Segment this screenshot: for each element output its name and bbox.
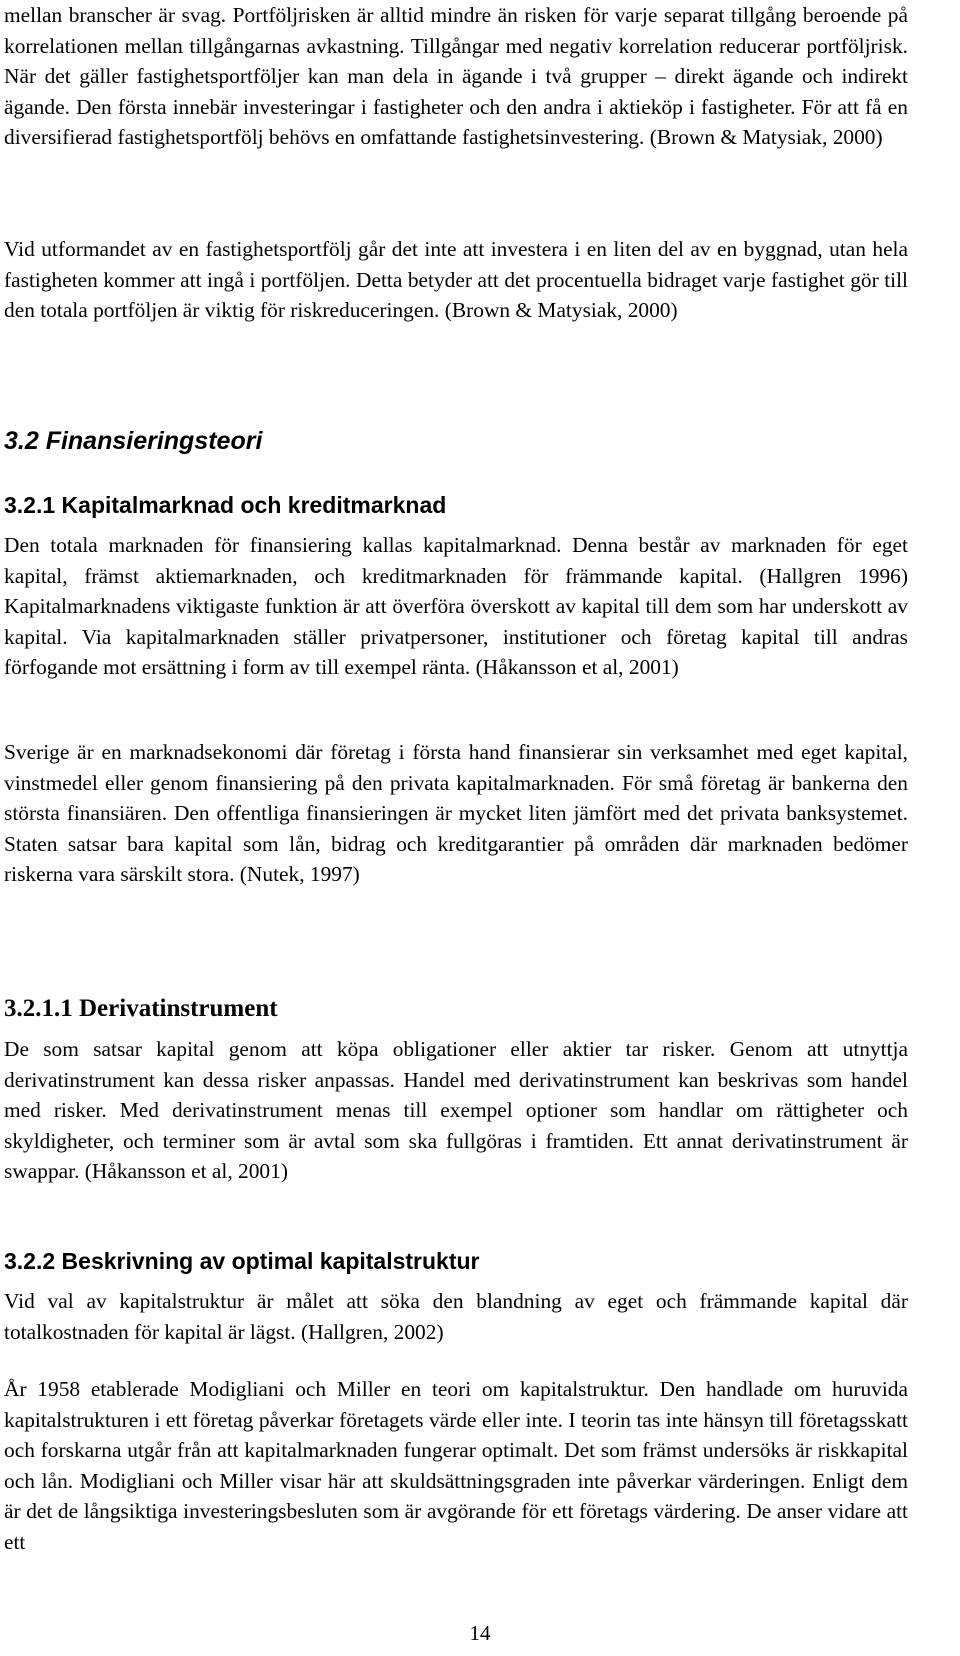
section-heading-finansieringsteori: 3.2 Finansieringsteori (4, 427, 263, 455)
paragraph-derivatives: De som satsar kapital genom att köpa obligationer eller aktier tar risker. Genom att utnyttja derivatinstrument kan dessa risker anpassas. Handel med derivatinstrument kan beskrivas som handel med risker. Med derivatinstrument menas till exempel optioner som handlar om rättigheter och skyldigheter, och terminer som är avtal som ska fullgöras i framtiden. Ett annat derivatinstrument är swappar. (Håkansson et al, 2001) (4, 1037, 908, 1184)
paragraph-capital-market: Den totala marknaden för finansiering kallas kapitalmarknad. Denna består av marknaden för eget kapital, främst aktiemarknaden, och kreditmarknaden för främmande kapital. (Hallgren 1996) Kapitalmarknadens viktigaste funktion är att överföra överskott av kapital till dem som har underskott av kapital. Via kapitalmarknaden ställer privatpersoner, institutioner och företag kapital till andras förfogande mot ersättning i form av till exempel ränta. (Håkansson et al, 2001) (4, 533, 908, 680)
paragraph-modigliani-miller: År 1958 etablerade Modigliani och Miller en teori om kapitalstruktur. Den handlade om huruvida kapitalstrukturen i ett företag påverkar företagets värde eller inte. I teorin tas inte hänsyn till företagsskatt och forskarna utgår från att kapitalmarknaden fungerar optimalt. Det som främst undersöks är riskkapital och lån. Modigliani och Miller visar här att skuldsättningsgraden inte påverkar värderingen. Enligt dem är det de långsiktiga investeringsbesluten som är avgörande för ett företags värdering. De anser vidare att ett (4, 1377, 908, 1554)
page-number: 14 (469, 1621, 491, 1645)
paragraph-capital-structure-goal: Vid val av kapitalstruktur är målet att söka den blandning av eget och främmande kapital där totalkostnaden för kapital är lägst. (Hallgren, 2002) (4, 1289, 908, 1344)
subsubsection-heading-derivatinstrument: 3.2.1.1 Derivatinstrument (4, 995, 278, 1022)
paragraph-market-economy: Sverige är en marknadsekonomi där företag i första hand finansierar sin verksamhet med eget kapital, vinstmedel eller genom finansiering på den privata kapitalmarknaden. För små företag är bankerna den största finansiären. Den offentliga finansieringen är mycket liten jämfört med det privata banksystemet. Staten satsar bara kapital som lån, bidrag och kreditgarantier på områden där marknaden bedömer riskerna vara särskilt stora. (Nutek, 1997) (4, 740, 908, 887)
subsection-heading-kapitalstruktur: 3.2.2 Beskrivning av optimal kapitalstruktur (4, 1248, 480, 1274)
subsection-heading-kapitalmarknad: 3.2.1 Kapitalmarknad och kreditmarknad (4, 492, 447, 518)
paragraph-portfolio-risk: mellan branscher är svag. Portföljrisken är alltid mindre än risken för varje separat tillgång beroende på korrelationen mellan tillgångarnas avkastning. Tillgångar med negativ korrelation reducerar portföljrisk. När det gäller fastighetsportföljer kan man dela in ägande i två grupper – direkt ägande och indirekt ägande. Den första innebär investeringar i fastigheter och den andra i aktieköp i fastigheter. För att få en diversifierad fastighetsportfölj behövs en omfattande fastighetsinvestering. (Brown & Matysiak, 2000) (4, 3, 908, 150)
paragraph-property-portfolio: Vid utformandet av en fastighetsportfölj går det inte att investera i en liten del av en byggnad, utan hela fastigheten kommer att ingå i portföljen. Detta betyder att det procentuella bidraget varje fastighet gör till den totala portföljen är viktig för riskreduceringen. (Brown & Matysiak, 2000) (4, 237, 908, 323)
